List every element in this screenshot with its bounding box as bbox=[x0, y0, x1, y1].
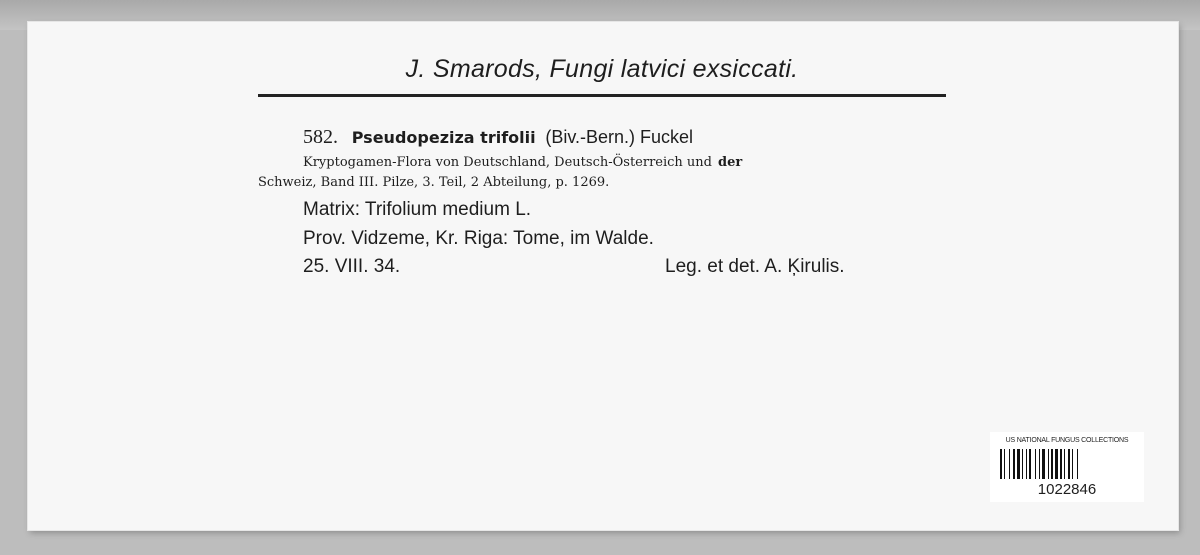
barcode-header: US NATIONAL FUNGUS COLLECTIONS bbox=[1005, 437, 1129, 444]
specimen-number: 582. bbox=[303, 126, 338, 148]
species-authority: (Biv.-Bern.) Fuckel bbox=[545, 127, 694, 147]
reference-line-1 bbox=[303, 155, 742, 170]
barcode-label bbox=[990, 432, 1144, 502]
collector-line: Leg. et det. A. Ķirulis. bbox=[665, 256, 845, 277]
label-title: J. Smarods, Fungi latvici exsiccati. bbox=[405, 55, 799, 83]
reference-text-1: Kryptogamen-Flora von Deutschland, Deutsch-Österreich und bbox=[303, 155, 712, 170]
barcode-bars bbox=[1000, 449, 1134, 479]
reference-line-2: Schweiz, Band III. Pilze, 3. Teil, 2 Abteilung, p. 1269. bbox=[258, 175, 610, 190]
reference-text-1-end: der bbox=[718, 155, 743, 170]
barcode-number: 1022846 bbox=[1037, 481, 1097, 498]
matrix-line: Matrix: Trifolium medium L. bbox=[303, 199, 532, 220]
specimen-line bbox=[303, 126, 693, 149]
species-name: Pseudopeziza trifolii bbox=[351, 128, 536, 147]
title-rule bbox=[258, 94, 946, 97]
locality-line: Prov. Vidzeme, Kr. Riga: Tome, im Walde. bbox=[303, 228, 654, 249]
collection-date: 25. VIII. 34. bbox=[303, 256, 401, 277]
